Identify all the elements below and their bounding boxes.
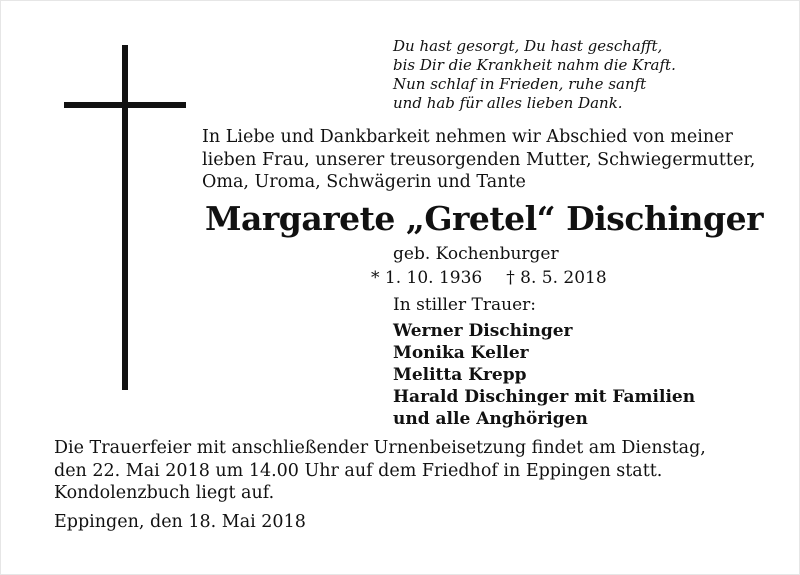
mourner-name: und alle Anghörigen bbox=[393, 409, 588, 429]
mourners-label: In stiller Trauer: bbox=[393, 295, 536, 315]
intro-text bbox=[202, 126, 755, 194]
mourner-name: Harald Dischinger mit Familien bbox=[393, 387, 696, 407]
notice-line: Die Trauerfeier mit anschließender Urnenbeisetzung findet am Dienstag, bbox=[54, 438, 706, 458]
intro-line: lieben Frau, unserer treusorgenden Mutter, Schwiegermutter, bbox=[202, 149, 756, 170]
mourner-name: Werner Dischinger bbox=[393, 321, 573, 341]
death-date: † 8. 5. 2018 bbox=[506, 268, 607, 288]
life-dates bbox=[371, 268, 607, 288]
deceased-name: Margarete „Gretel“ Dischinger bbox=[205, 199, 763, 238]
place-and-date: Eppingen, den 18. Mai 2018 bbox=[54, 512, 306, 532]
cross-vertical-bar bbox=[122, 45, 128, 390]
birth-date: * 1. 10. 1936 bbox=[371, 268, 483, 288]
intro-line: In Liebe und Dankbarkeit nehmen wir Abschied von meiner bbox=[202, 127, 733, 147]
poem-line: und hab für alles lieben Dank. bbox=[393, 94, 623, 112]
funeral-notice bbox=[54, 437, 706, 505]
cross-horizontal-bar bbox=[64, 102, 186, 108]
notice-line: den 22. Mai 2018 um 14.00 Uhr auf dem Friedhof in Eppingen statt. bbox=[54, 460, 663, 481]
mourner-name: Monika Keller bbox=[393, 343, 529, 363]
mourner-name: Melitta Krepp bbox=[393, 365, 527, 385]
mourners-list bbox=[393, 320, 695, 430]
poem-line: Nun schlaf in Frieden, ruhe sanft bbox=[393, 75, 647, 93]
intro-line: Oma, Uroma, Schwägerin und Tante bbox=[202, 172, 526, 192]
poem bbox=[393, 37, 676, 113]
poem-line: Du hast gesorgt, Du hast geschafft, bbox=[393, 37, 663, 55]
maiden-name: geb. Kochenburger bbox=[393, 244, 559, 264]
poem-line: bis Dir die Krankheit nahm die Kraft. bbox=[393, 56, 676, 74]
notice-line: Kondolenzbuch liegt auf. bbox=[54, 483, 275, 503]
